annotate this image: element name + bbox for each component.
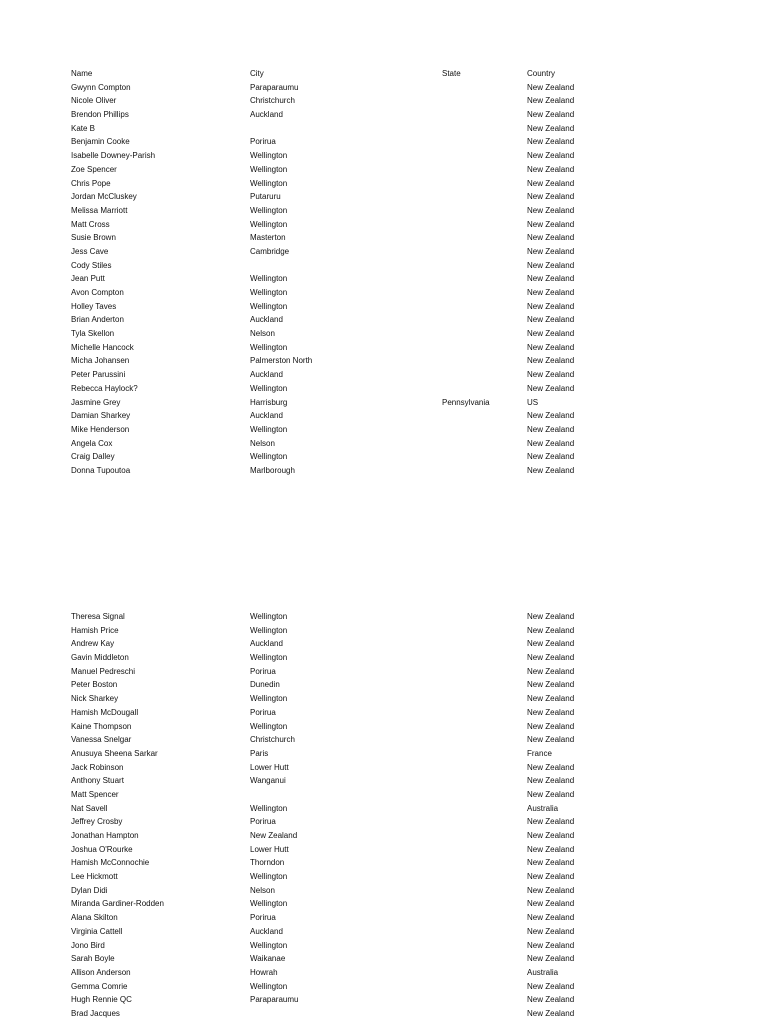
- cell-country: New Zealand: [527, 666, 575, 676]
- cell-city: Wellington: [250, 342, 288, 352]
- cell-name: Jack Robinson: [71, 762, 124, 772]
- cell-country: New Zealand: [527, 424, 575, 434]
- cell-city: Wellington: [250, 625, 288, 635]
- table-row: [0, 382, 768, 396]
- table-row: [0, 692, 768, 706]
- cell-name: Matt Cross: [71, 219, 110, 229]
- table-row: [0, 993, 768, 1007]
- cell-city: Paraparaumu: [250, 82, 299, 92]
- cell-country: New Zealand: [527, 995, 575, 1005]
- table-row: [0, 925, 768, 939]
- table-row: [0, 774, 768, 788]
- cell-city: Wellington: [250, 219, 288, 229]
- table-row: [0, 94, 768, 108]
- cell-name: Isabelle Downey-Parish: [71, 151, 156, 161]
- cell-city: Wellington: [250, 301, 288, 311]
- cell-country: New Zealand: [527, 192, 575, 202]
- cell-name: Virginia Cattell: [71, 926, 123, 936]
- cell-country: New Zealand: [527, 411, 575, 421]
- cell-name: Nick Sharkey: [71, 694, 119, 704]
- cell-city: Wellington: [250, 694, 288, 704]
- cell-name: Melissa Marriott: [71, 205, 128, 215]
- cell-city: Wellington: [250, 872, 288, 882]
- cell-country: New Zealand: [527, 762, 575, 772]
- table-row: [0, 911, 768, 925]
- cell-country: New Zealand: [527, 885, 575, 895]
- cell-country: New Zealand: [527, 926, 575, 936]
- cell-name: Damian Sharkey: [71, 411, 131, 421]
- table-block-bottom: [0, 610, 768, 1021]
- cell-city: Marlborough: [250, 465, 295, 475]
- cell-country: New Zealand: [527, 721, 575, 731]
- cell-city: New Zealand: [250, 831, 298, 840]
- cell-name: Brian Anderton: [71, 315, 124, 325]
- cell-country: New Zealand: [527, 123, 575, 133]
- cell-name: Brad Jacques: [71, 1008, 120, 1018]
- cell-name: Cody Stiles: [71, 260, 112, 270]
- cell-name: Vanessa Snelgar: [71, 735, 132, 745]
- cell-country: New Zealand: [527, 342, 575, 352]
- table-row: [0, 327, 768, 341]
- cell-city: Wellington: [250, 981, 288, 991]
- cell-name: Joshua O'Rourke: [71, 844, 133, 854]
- cell-name: Theresa Signal: [71, 612, 125, 621]
- cell-city: Auckland: [250, 370, 283, 380]
- table-row: [0, 665, 768, 679]
- cell-name: Brendon Phillips: [71, 110, 129, 120]
- table-row: [0, 939, 768, 953]
- cell-city: Lower Hutt: [250, 762, 289, 772]
- table-row: [0, 815, 768, 829]
- table-row: [0, 341, 768, 355]
- table-row: [0, 218, 768, 232]
- cell-city: Wellington: [250, 452, 288, 462]
- table-row: [0, 177, 768, 191]
- cell-country: France: [527, 748, 552, 758]
- cell-name: Jeffrey Crosby: [71, 817, 123, 827]
- cell-name: Michelle Hancock: [71, 342, 134, 352]
- table-row: [0, 624, 768, 638]
- cell-country: New Zealand: [527, 178, 575, 188]
- cell-country: New Zealand: [527, 954, 575, 964]
- cell-name: Alana Skilton: [71, 913, 118, 923]
- cell-name: Hamish McConnochie: [71, 858, 150, 868]
- cell-name: Andrew Kay: [71, 639, 115, 649]
- cell-name: Jono Bird: [71, 940, 105, 950]
- cell-name: Angela Cox: [71, 438, 113, 448]
- cell-city: Lower Hutt: [250, 844, 289, 854]
- cell-name: Hamish Price: [71, 625, 119, 635]
- cell-city: Nelson: [250, 329, 275, 339]
- cell-city: Wellington: [250, 205, 288, 215]
- cell-name: Peter Parussini: [71, 370, 126, 380]
- cell-country: New Zealand: [527, 96, 575, 106]
- table-row: [0, 81, 768, 95]
- cell-country: New Zealand: [527, 274, 575, 284]
- cell-country: New Zealand: [527, 735, 575, 745]
- table-row: [0, 286, 768, 300]
- table-row: [0, 651, 768, 665]
- cell-country: New Zealand: [527, 817, 575, 827]
- cell-country: New Zealand: [527, 680, 575, 690]
- cell-city: Wellington: [250, 653, 288, 663]
- cell-city: Wellington: [250, 612, 288, 621]
- cell-city: Wanganui: [250, 776, 286, 786]
- cell-country: New Zealand: [527, 137, 575, 147]
- cell-city: Wellington: [250, 383, 288, 393]
- cell-country: New Zealand: [527, 858, 575, 868]
- cell-city: Masterton: [250, 233, 286, 243]
- cell-country: New Zealand: [527, 452, 575, 462]
- cell-city: Auckland: [250, 411, 283, 421]
- cell-country: New Zealand: [527, 1008, 575, 1018]
- cell-name: Nat Savell: [71, 803, 108, 813]
- cell-city: Howrah: [250, 967, 278, 977]
- table-row: [0, 300, 768, 314]
- cell-name: Avon Compton: [71, 288, 124, 297]
- cell-city: Porirua: [250, 707, 276, 717]
- cell-country: New Zealand: [527, 205, 575, 215]
- cell-country: New Zealand: [527, 288, 575, 297]
- cell-city: Harrisburg: [250, 397, 288, 407]
- cell-city: Auckland: [250, 926, 283, 936]
- cell-country: New Zealand: [527, 110, 575, 120]
- cell-country: New Zealand: [527, 301, 575, 311]
- table-row: [0, 1007, 768, 1021]
- cell-name: Mike Henderson: [71, 424, 130, 434]
- table-row: [0, 149, 768, 163]
- table-row: [0, 761, 768, 775]
- cell-city: Porirua: [250, 137, 276, 147]
- cell-name: Anthony Stuart: [71, 776, 124, 786]
- table-row: [0, 843, 768, 857]
- cell-name: Peter Boston: [71, 680, 118, 690]
- cell-name: Miranda Gardiner-Rodden: [71, 899, 164, 909]
- table-row: [0, 396, 768, 410]
- cell-city: Wellington: [250, 803, 288, 813]
- cell-state: Pennsylvania: [442, 397, 490, 407]
- table-row: [0, 190, 768, 204]
- cell-city: Porirua: [250, 666, 276, 676]
- cell-name: Jean Putt: [71, 274, 105, 284]
- cell-name: Donna Tupoutoa: [71, 465, 131, 475]
- cell-name: Rebecca Haylock?: [71, 383, 138, 393]
- cell-name: Gemma Comrie: [71, 981, 128, 991]
- cell-country: New Zealand: [527, 653, 575, 663]
- table-row: [0, 423, 768, 437]
- cell-country: New Zealand: [527, 940, 575, 950]
- table-row: [0, 802, 768, 816]
- cell-country: Australia: [527, 803, 559, 813]
- cell-name: Sarah Boyle: [71, 954, 115, 964]
- cell-name: Jordan McCluskey: [71, 192, 137, 202]
- table-row: [0, 678, 768, 692]
- cell-name: Anusuya Sheena Sarkar: [71, 748, 158, 758]
- cell-country: New Zealand: [527, 329, 575, 339]
- table-row: [0, 368, 768, 382]
- cell-city: Porirua: [250, 817, 276, 827]
- table-row: [0, 450, 768, 464]
- cell-country: New Zealand: [527, 913, 575, 923]
- table-row: [0, 437, 768, 451]
- table-row: [0, 637, 768, 651]
- table-row: [0, 354, 768, 368]
- cell-name: Jasmine Grey: [71, 397, 121, 407]
- table-row: [0, 245, 768, 259]
- cell-name: Dylan Didi: [71, 885, 108, 895]
- cell-country: New Zealand: [527, 383, 575, 393]
- cell-country: New Zealand: [527, 438, 575, 448]
- table-row: [0, 884, 768, 898]
- table-row: [0, 231, 768, 245]
- table-row: [0, 897, 768, 911]
- cell-city: Cambridge: [250, 246, 290, 256]
- cell-country: New Zealand: [527, 612, 575, 621]
- cell-city: Paraparaumu: [250, 995, 299, 1005]
- cell-country: New Zealand: [527, 151, 575, 161]
- table-row: [0, 409, 768, 423]
- table-row: [0, 204, 768, 218]
- cell-country: New Zealand: [527, 465, 575, 475]
- header-city: City: [250, 69, 264, 78]
- table-row: [0, 870, 768, 884]
- cell-name: Lee Hickmott: [71, 872, 118, 882]
- cell-country: New Zealand: [527, 315, 575, 325]
- cell-country: New Zealand: [527, 260, 575, 270]
- cell-country: New Zealand: [527, 625, 575, 635]
- cell-country: New Zealand: [527, 707, 575, 717]
- cell-country: New Zealand: [527, 789, 575, 799]
- table-row: [0, 856, 768, 870]
- cell-city: Paris: [250, 748, 269, 758]
- cell-country: New Zealand: [527, 844, 575, 854]
- header-country: Country: [527, 69, 556, 78]
- table-row: [0, 952, 768, 966]
- cell-name: Holley Taves: [71, 301, 117, 311]
- cell-city: Nelson: [250, 438, 275, 448]
- cell-city: Thorndon: [250, 858, 285, 868]
- cell-name: Gwynn Compton: [71, 82, 131, 92]
- cell-city: Dunedin: [250, 680, 280, 690]
- cell-city: Palmerston North: [250, 356, 313, 366]
- cell-country: New Zealand: [527, 776, 575, 786]
- cell-country: New Zealand: [527, 356, 575, 366]
- table-row: [0, 272, 768, 286]
- cell-city: Wellington: [250, 940, 288, 950]
- cell-country: New Zealand: [527, 872, 575, 882]
- table-row: [0, 706, 768, 720]
- cell-city: Wellington: [250, 721, 288, 731]
- cell-city: Porirua: [250, 913, 276, 923]
- cell-name: Allison Anderson: [71, 967, 131, 977]
- table-row: [0, 980, 768, 994]
- cell-name: Chris Pope: [71, 178, 111, 188]
- table-row: [0, 720, 768, 734]
- cell-city: Wellington: [250, 288, 288, 297]
- table-row: [0, 122, 768, 136]
- cell-city: Wellington: [250, 274, 288, 284]
- cell-country: New Zealand: [527, 82, 575, 92]
- cell-name: Benjamin Cooke: [71, 137, 130, 147]
- cell-city: Wellington: [250, 424, 288, 434]
- cell-city: Christchurch: [250, 735, 295, 745]
- cell-country: New Zealand: [527, 233, 575, 243]
- cell-name: Kate B: [71, 123, 96, 133]
- table-row: [0, 747, 768, 761]
- table-row: [0, 464, 768, 478]
- table-row: [0, 259, 768, 273]
- cell-country: Australia: [527, 967, 559, 977]
- table-row: [0, 829, 768, 843]
- cell-name: Matt Spencer: [71, 789, 119, 799]
- cell-country: New Zealand: [527, 981, 575, 991]
- cell-name: Tyla Skellon: [71, 329, 115, 339]
- table-block-top: [0, 67, 768, 478]
- cell-name: Craig Dalley: [71, 452, 115, 462]
- table-body-bottom: [0, 610, 768, 1021]
- cell-city: Wellington: [250, 164, 288, 174]
- cell-name: Hugh Rennie QC: [71, 995, 132, 1005]
- cell-city: Waikanae: [250, 954, 286, 964]
- cell-country: New Zealand: [527, 831, 575, 840]
- cell-city: Christchurch: [250, 96, 295, 106]
- cell-name: Kaine Thompson: [71, 721, 132, 731]
- header-state: State: [442, 69, 461, 78]
- cell-city: Wellington: [250, 899, 288, 909]
- table-row: [0, 966, 768, 980]
- table-header-row: [0, 67, 768, 81]
- cell-country: US: [527, 397, 539, 407]
- cell-name: Zoe Spencer: [71, 164, 117, 174]
- cell-city: Nelson: [250, 885, 275, 895]
- table-row: [0, 135, 768, 149]
- cell-name: Hamish McDougall: [71, 707, 139, 717]
- cell-name: Jess Cave: [71, 246, 109, 256]
- cell-city: Wellington: [250, 151, 288, 161]
- cell-country: New Zealand: [527, 370, 575, 380]
- cell-city: Auckland: [250, 639, 283, 649]
- header-name: Name: [71, 69, 93, 78]
- table-row: [0, 733, 768, 747]
- cell-name: Susie Brown: [71, 233, 116, 243]
- cell-country: New Zealand: [527, 246, 575, 256]
- table-row: [0, 163, 768, 177]
- table-row: [0, 108, 768, 122]
- cell-city: Auckland: [250, 315, 283, 325]
- cell-name: Manuel Pedreschi: [71, 666, 136, 676]
- cell-country: New Zealand: [527, 164, 575, 174]
- cell-city: Putaruru: [250, 192, 281, 202]
- cell-country: New Zealand: [527, 639, 575, 649]
- table-row: [0, 610, 768, 624]
- table-row: [0, 788, 768, 802]
- cell-city: Auckland: [250, 110, 283, 120]
- table-body-top: [0, 81, 768, 478]
- cell-country: New Zealand: [527, 219, 575, 229]
- table-row: [0, 313, 768, 327]
- cell-name: Jonathan Hampton: [71, 831, 139, 840]
- cell-city: Wellington: [250, 178, 288, 188]
- cell-name: Nicole Oliver: [71, 96, 117, 106]
- cell-country: New Zealand: [527, 899, 575, 909]
- cell-name: Micha Johansen: [71, 356, 130, 366]
- cell-country: New Zealand: [527, 694, 575, 704]
- cell-name: Gavin Middleton: [71, 653, 129, 663]
